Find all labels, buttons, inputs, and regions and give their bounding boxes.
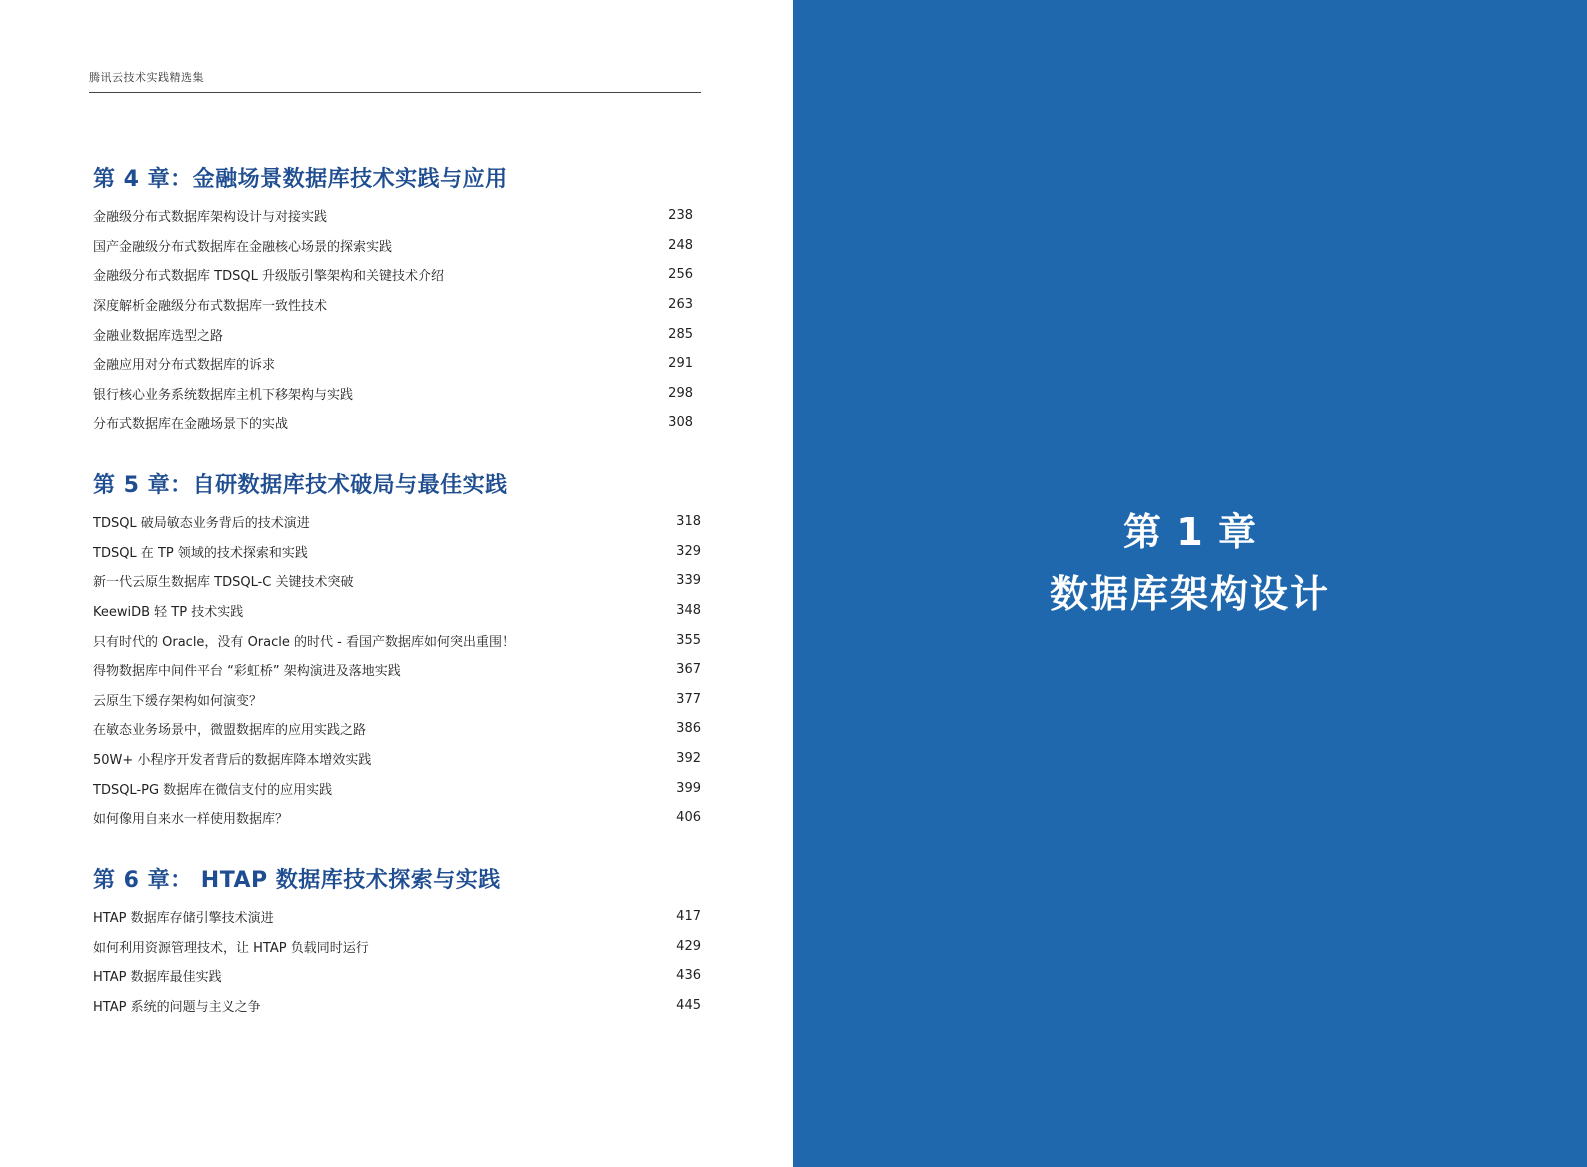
running-header: 腾讯云技术实践精选集 (89, 71, 204, 84)
toc-entry[interactable] (93, 685, 701, 715)
toc-entry[interactable] (93, 290, 701, 320)
toc-entry-page: 367 (676, 662, 701, 678)
part-cover-page (793, 0, 1587, 1167)
toc-entry[interactable] (93, 902, 701, 932)
toc-entry-title: 金融业数据库选型之路 (93, 328, 224, 344)
toc-entry-page: 285 (668, 326, 693, 342)
toc-entry-title: 只有时代的 Oracle，没有 Oracle 的时代 - 看国产数据库如何突出重围！ (93, 634, 515, 650)
chapter-title: 第 6 章： HTAP 数据库技术探索与实践 (93, 868, 501, 893)
toc-chapter-5 (93, 471, 701, 833)
toc-entry-page: 248 (668, 237, 693, 253)
toc-entry-page: 377 (676, 691, 701, 707)
toc-entry[interactable] (93, 744, 701, 774)
toc-entry[interactable] (93, 349, 701, 379)
toc-chapter-6 (93, 866, 701, 1020)
part-chapter-name: 数据库架构设计 (1049, 572, 1330, 616)
part-chapter-number: 第 1 章 (1123, 510, 1257, 554)
toc-entry-title: HTAP 系统的问题与主义之争 (93, 1000, 261, 1016)
toc-entry-page: 392 (676, 751, 701, 767)
toc-entry-page: 436 (676, 968, 701, 984)
part-title (793, 505, 1587, 629)
toc-entry-page: 298 (668, 385, 693, 401)
toc-entry-page: 355 (676, 632, 701, 648)
toc-entry-page: 386 (676, 721, 701, 737)
toc-entry[interactable] (93, 379, 701, 409)
toc-entry-title: 如何利用资源管理技术，让 HTAP 负载同时运行 (93, 940, 369, 956)
toc-entry[interactable] (93, 991, 701, 1021)
left-page (0, 0, 793, 1167)
toc-entry-page: 406 (676, 810, 701, 826)
toc-entry-page: 417 (676, 909, 701, 925)
toc-entry-title: 银行核心业务系统数据库主机下移架构与实践 (93, 387, 354, 403)
chapter-title: 第 4 章：金融场景数据库技术实践与应用 (93, 167, 508, 192)
toc-entry[interactable] (93, 231, 701, 261)
toc-entry-title: 在敏态业务场景中，微盟数据库的应用实践之路 (93, 723, 367, 739)
toc-entry[interactable] (93, 260, 701, 290)
toc-chapter-4 (93, 165, 701, 438)
toc-entry-page: 445 (676, 998, 701, 1014)
toc-entry-title: TDSQL-PG 数据库在微信支付的应用实践 (93, 782, 333, 798)
toc-entry[interactable] (93, 566, 701, 596)
toc-entry-title: 得物数据库中间件平台 “彩虹桥” 架构演进及落地实践 (93, 664, 401, 680)
toc-entry-page: 318 (676, 514, 701, 530)
toc-entry-title: TDSQL 破局敏态业务背后的技术演进 (93, 516, 310, 532)
toc-entry-page: 339 (676, 573, 701, 589)
toc-entry[interactable] (93, 803, 701, 833)
toc-entry[interactable] (93, 537, 701, 567)
toc-entry-title: 如何像用自来水一样使用数据库？ (93, 812, 289, 828)
toc-entry-title: HTAP 数据库存储引擎技术演进 (93, 911, 274, 927)
toc-entry-title: 国产金融级分布式数据库在金融核心场景的探索实践 (93, 239, 393, 255)
toc-entry-page: 308 (668, 415, 693, 431)
toc-entry-page: 256 (668, 267, 693, 283)
header-rule (89, 92, 701, 93)
toc-entry-title: 金融级分布式数据库 TDSQL 升级版引擎架构和关键技术介绍 (93, 269, 444, 285)
toc-entry[interactable] (93, 201, 701, 231)
toc-entry[interactable] (93, 319, 701, 349)
toc-entry-title: 金融级分布式数据库架构设计与对接实践 (93, 210, 328, 226)
toc-entry-page: 329 (676, 543, 701, 559)
toc-entry-title: 分布式数据库在金融场景下的实战 (93, 417, 289, 433)
chapter-title: 第 5 章：自研数据库技术破局与最佳实践 (93, 473, 508, 498)
toc-entry-page: 263 (668, 297, 693, 313)
toc-entry-title: 金融应用对分布式数据库的诉求 (93, 358, 276, 374)
toc-entry-title: TDSQL 在 TP 领域的技术探索和实践 (93, 545, 308, 561)
toc-entry-page: 429 (676, 938, 701, 954)
toc-entry-page: 291 (668, 356, 693, 372)
toc-entry[interactable] (93, 625, 701, 655)
toc-entry[interactable] (93, 655, 701, 685)
toc-entry[interactable] (93, 773, 701, 803)
toc-entry[interactable] (93, 507, 701, 537)
toc-entry-title: 50W+ 小程序开发者背后的数据库降本增效实践 (93, 753, 372, 769)
toc-entry-title: 云原生下缓存架构如何演变？ (93, 693, 263, 709)
toc-entry-title: 深度解析金融级分布式数据库一致性技术 (93, 299, 328, 315)
toc-entry[interactable] (93, 596, 701, 626)
toc-entry-title: 新一代云原生数据库 TDSQL-C 关键技术突破 (93, 575, 354, 591)
toc-entry[interactable] (93, 961, 701, 991)
toc-entry-title: KeewiDB 轻 TP 技术实践 (93, 605, 244, 621)
toc-entry[interactable] (93, 714, 701, 744)
toc-entry[interactable] (93, 932, 701, 962)
toc-entry[interactable] (93, 408, 701, 438)
toc-entry-page: 399 (676, 780, 701, 796)
toc-entry-page: 238 (668, 208, 693, 224)
toc-entry-title: HTAP 数据库最佳实践 (93, 970, 222, 986)
toc-entry-page: 348 (676, 603, 701, 619)
